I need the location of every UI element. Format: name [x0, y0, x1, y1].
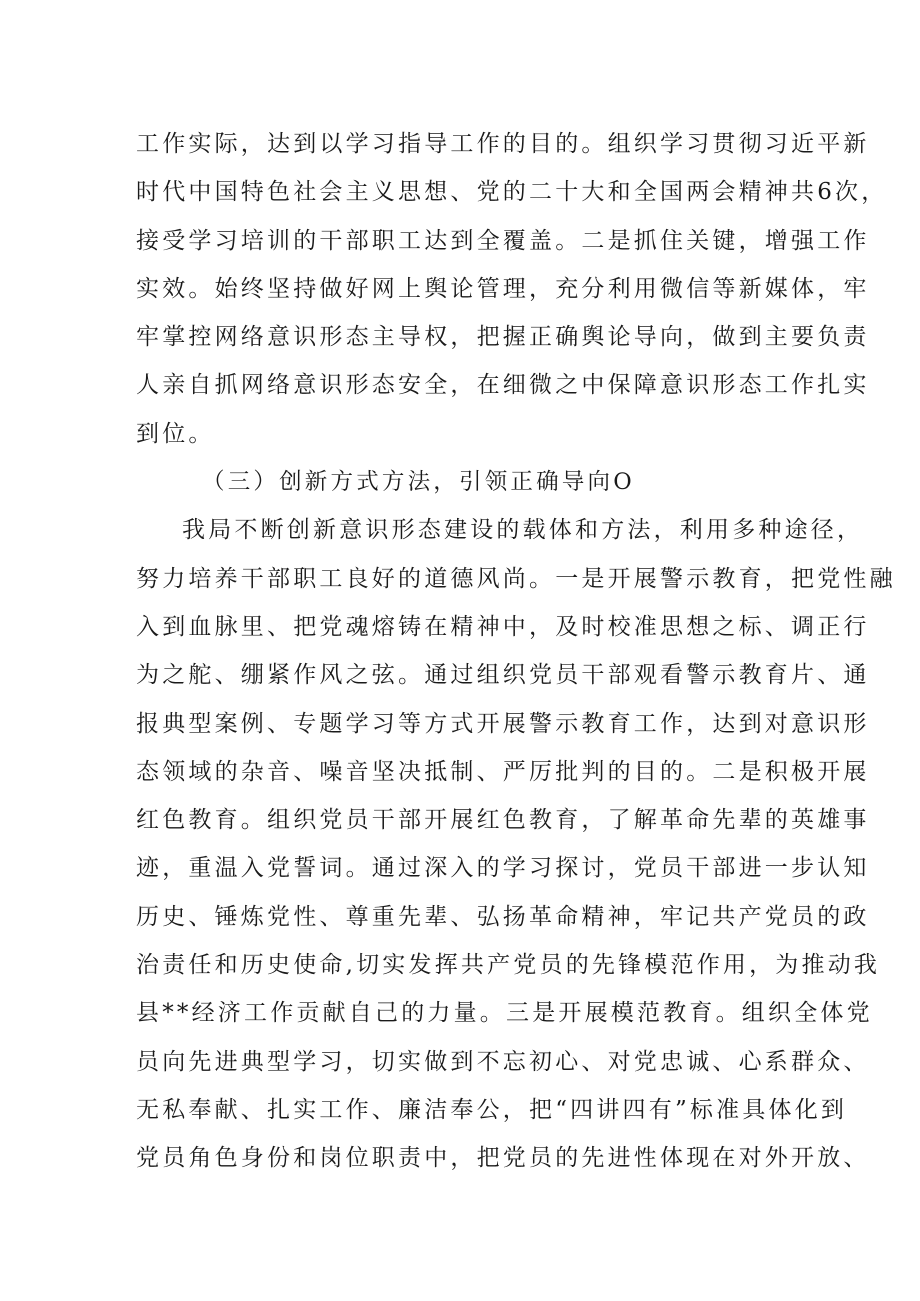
- text-line: 治责任和历史使命,切实发挥共产党员的先锋模范作用，为推动我: [136, 952, 881, 979]
- text-line: 红色教育。组织党员干部开展红色教育，了解革命先辈的英雄事: [136, 807, 870, 834]
- text-line: 牢掌控网络意识形态主导权，把握正确舆论导向，做到主要负责: [136, 324, 870, 351]
- text-line: 实效。始终坚持做好网上舆论管理，充分利用微信等新媒体，牢: [136, 275, 870, 302]
- text-line: 态领域的杂音、噪音坚决抵制、严厉批判的目的。二是积极开展: [136, 758, 870, 785]
- text-line: 党员角色身份和岗位职责中，把党员的先进性体现在对外开放、: [136, 1145, 870, 1172]
- text-line: 接受学习培训的干部职工达到全覆盖。二是抓住关键，增强工作: [136, 227, 870, 254]
- text-line: 努力培养干部职工良好的道德风尚。一是开展警示教育，把党性融: [136, 565, 896, 592]
- text-line: 入到血脉里、把党魂熔铸在精神中，及时校准思想之标、调正行: [136, 613, 870, 640]
- text-line: 县**经济工作贡献自己的力量。三是开展模范教育。组织全体党: [136, 1000, 873, 1027]
- text-line: 人亲自抓网络意识形态安全，在细微之中保障意识形态工作扎实: [136, 372, 870, 399]
- text-line: 我局不断创新意识形态建设的载体和方法，利用多种途径，: [182, 517, 864, 544]
- text-line: 迹，重温入党誓词。通过深入的学习探讨，党员干部进一步认知: [136, 855, 870, 882]
- document-body: [136, 120, 896, 1183]
- text-line: 员向先进典型学习，切实做到不忘初心、对党忠诚、心系群众、: [136, 1048, 870, 1075]
- text-line: 为之舵、绷紧作风之弦。通过组织党员干部观看警示教育片、通: [136, 662, 870, 689]
- text-line: 时代中国特色社会主义思想、党的二十大和全国两会精神共6次，: [136, 179, 888, 206]
- text-line: 无私奉献、扎实工作、廉洁奉公，把“四讲四有”标准具体化到: [136, 1096, 848, 1123]
- text-line: 工作实际，达到以学习指导工作的目的。组织学习贯彻习近平新: [136, 131, 870, 157]
- paragraph-1: [136, 120, 888, 458]
- paragraph-2: [136, 506, 896, 1182]
- text-line: 报典型案例、专题学习等方式开展警示教育工作，达到对意识形: [136, 710, 870, 737]
- text-line: 历史、锤炼党性、尊重先辈、弘扬革命精神，牢记共产党员的政: [136, 903, 870, 930]
- text-line: 到位。: [136, 420, 215, 447]
- section-heading: （三）创新方式方法，引领正确导向O: [202, 469, 635, 496]
